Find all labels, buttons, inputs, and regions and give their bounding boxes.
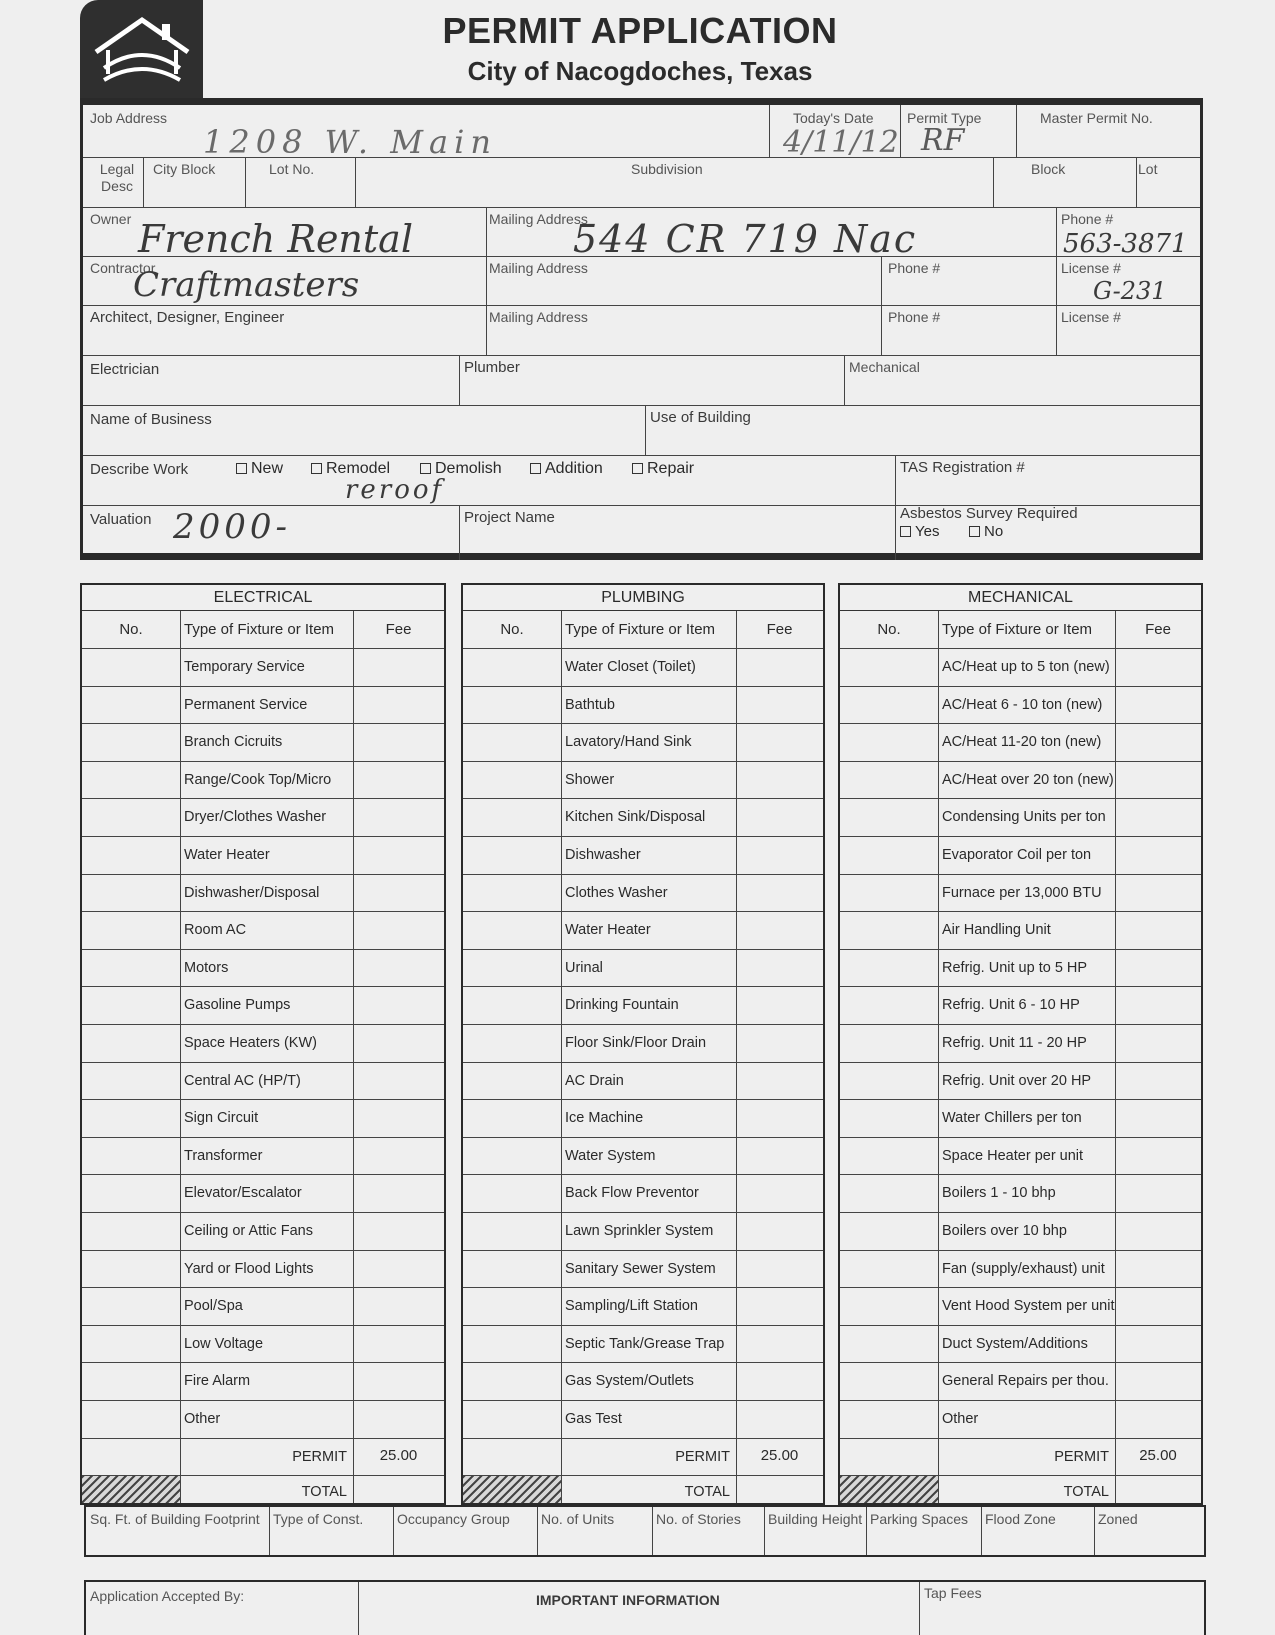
- fixture-item-label: Septic Tank/Grease Trap: [565, 1335, 725, 1352]
- col-no-header: No.: [877, 621, 901, 638]
- fixture-item-label: Fire Alarm: [184, 1373, 251, 1390]
- fixture-item-label: Floor Sink/Floor Drain: [565, 1035, 707, 1051]
- table-row[interactable]: [82, 798, 444, 836]
- table-title: ELECTRICAL: [82, 585, 444, 611]
- asbestos-no-label: No: [984, 523, 1004, 540]
- contractor-label: Contractor: [90, 260, 156, 276]
- table-row[interactable]: [82, 723, 444, 761]
- table-row[interactable]: [840, 949, 1201, 987]
- fixture-item-label: Refrig. Unit up to 5 HP: [942, 959, 1088, 976]
- tas-registration-label: TAS Registration #: [900, 459, 1025, 476]
- architect-phone-label: Phone #: [888, 309, 941, 325]
- lot-label: Lot: [1138, 161, 1158, 177]
- tap-fees-label: Tap Fees: [924, 1585, 982, 1601]
- fixture-item-label: Other: [184, 1411, 221, 1427]
- table-row[interactable]: [840, 1062, 1201, 1100]
- checkbox-icon: [236, 463, 247, 474]
- table-row[interactable]: [840, 798, 1201, 836]
- fixture-item-label: Space Heaters (KW): [184, 1035, 317, 1051]
- electrician-label: Electrician: [90, 361, 160, 378]
- table-row[interactable]: [82, 1250, 444, 1288]
- work-option-label: Repair: [647, 460, 695, 477]
- table-title: MECHANICAL: [840, 585, 1201, 611]
- fixture-item-label: AC/Heat 6 - 10 ton (new): [942, 696, 1103, 713]
- building-info-label: Type of Const.: [273, 1511, 364, 1527]
- permit-fee: 25.00: [760, 1446, 799, 1464]
- house-icon: [90, 12, 194, 88]
- fixture-item-label: Kitchen Sink/Disposal: [565, 809, 706, 826]
- work-option-label: New: [251, 460, 284, 477]
- table-row[interactable]: [82, 1212, 444, 1250]
- contractor-phone-label: Phone #: [888, 260, 941, 276]
- fixture-item-label: Refrig. Unit 6 - 10 HP: [942, 997, 1080, 1014]
- describe-work-label: Describe Work: [90, 461, 189, 478]
- table-row[interactable]: [840, 874, 1201, 912]
- contractor-license-value[interactable]: G-231: [1093, 277, 1167, 305]
- table-row[interactable]: [840, 1325, 1201, 1363]
- total-row: [463, 1475, 823, 1503]
- asbestos-label: Asbestos Survey Required: [900, 505, 1078, 522]
- permit-type-value[interactable]: RF: [921, 123, 965, 158]
- plumber-label: Plumber: [464, 359, 520, 376]
- fixture-item-label: Water Heater: [184, 847, 270, 863]
- table-row[interactable]: [840, 1287, 1201, 1325]
- todays-date-value[interactable]: 4/11/12: [783, 125, 899, 160]
- table-row[interactable]: [463, 1250, 823, 1288]
- work-repair-checkbox[interactable]: [632, 460, 694, 478]
- owner-value[interactable]: French Rental: [138, 217, 413, 261]
- fixture-item-label: Transformer: [184, 1147, 263, 1164]
- table-row[interactable]: [463, 874, 823, 912]
- permit-label: PERMIT: [675, 1448, 730, 1465]
- table-row[interactable]: [82, 836, 444, 874]
- table-row[interactable]: [840, 761, 1201, 799]
- architect-mailing-label: Mailing Address: [489, 309, 588, 325]
- valuation-value[interactable]: 2000-: [173, 507, 292, 547]
- fixture-item-label: Dryer/Clothes Washer: [184, 809, 327, 826]
- building-info-label: No. of Stories: [656, 1511, 741, 1527]
- table-row[interactable]: [463, 686, 823, 724]
- business-label: Name of Business: [90, 411, 212, 428]
- fixture-item-label: Dishwasher: [565, 847, 641, 863]
- table-row[interactable]: [840, 911, 1201, 949]
- accepted-by-label: Application Accepted By:: [90, 1588, 245, 1604]
- work-option-label: Remodel: [326, 460, 391, 477]
- table-row[interactable]: [840, 1362, 1201, 1400]
- checkbox-icon: [530, 463, 541, 474]
- table-row[interactable]: [82, 1287, 444, 1325]
- fixture-item-label: Shower: [565, 771, 615, 788]
- fixture-item-label: Drinking Fountain: [565, 997, 679, 1014]
- col-type-header: Type of Fixture or Item: [565, 621, 716, 638]
- electrical-fee-table: [80, 583, 446, 1505]
- hatched-cell: [463, 1476, 561, 1503]
- fixture-item-label: Low Voltage: [184, 1335, 264, 1352]
- total-row: [82, 1475, 444, 1503]
- table-row[interactable]: [82, 1325, 444, 1363]
- fixture-item-label: Sampling/Lift Station: [565, 1298, 698, 1315]
- fixture-item-label: Water Closet (Toilet): [565, 659, 696, 675]
- table-row[interactable]: [82, 911, 444, 949]
- work-option-label: Addition: [545, 460, 603, 477]
- job-address-value[interactable]: 1208 W. Main: [203, 123, 497, 161]
- table-row[interactable]: [463, 1137, 823, 1175]
- building-info-label: Flood Zone: [985, 1511, 1056, 1527]
- owner-phone-value[interactable]: 563-3871: [1063, 229, 1188, 259]
- fixture-item-label: Pool/Spa: [184, 1298, 243, 1315]
- mechanical-label: Mechanical: [849, 359, 920, 375]
- fixture-item-label: Condensing Units per ton: [942, 809, 1106, 826]
- fixture-item-label: Fan (supply/exhaust) unit: [942, 1260, 1105, 1277]
- table-row[interactable]: [82, 761, 444, 799]
- building-info-label: Building Height: [768, 1511, 863, 1527]
- table-row[interactable]: [840, 648, 1201, 686]
- table-row[interactable]: [840, 836, 1201, 874]
- city-block-label: City Block: [153, 161, 216, 177]
- building-info-label: No. of Units: [541, 1511, 615, 1527]
- asbestos-yes-checkbox[interactable]: [900, 523, 939, 540]
- valuation-label: Valuation: [90, 511, 152, 528]
- project-name-label: Project Name: [464, 509, 555, 526]
- fixture-item-label: Gas Test: [565, 1411, 622, 1427]
- fixture-item-label: Dishwasher/Disposal: [184, 884, 320, 901]
- office-use-section: [84, 1580, 1206, 1635]
- job-address-label: Job Address: [90, 110, 168, 126]
- table-row[interactable]: [82, 949, 444, 987]
- fixture-item-label: Water Heater: [565, 922, 651, 939]
- table-row[interactable]: [463, 1024, 823, 1062]
- table-row[interactable]: [463, 1062, 823, 1100]
- describe-work-value[interactable]: reroof: [345, 475, 445, 505]
- fixture-item-label: Motors: [184, 959, 229, 976]
- checkbox-icon: [900, 526, 911, 537]
- fixture-item-label: Space Heater per unit: [942, 1147, 1084, 1164]
- fixture-item-label: Refrig. Unit over 20 HP: [942, 1072, 1092, 1089]
- col-fee-header: Fee: [766, 621, 793, 638]
- table-row[interactable]: [463, 1174, 823, 1212]
- fixture-item-label: Refrig. Unit 11 - 20 HP: [942, 1035, 1087, 1051]
- lot-no-label: Lot No.: [269, 161, 315, 177]
- checkbox-icon: [632, 463, 643, 474]
- fixture-item-label: Water Chillers per ton: [942, 1110, 1082, 1127]
- table-row[interactable]: [463, 648, 823, 686]
- permit-fee: 25.00: [1139, 1446, 1177, 1464]
- fixture-item-label: Lavatory/Hand Sink: [565, 734, 692, 751]
- fixture-item-label: Gasoline Pumps: [184, 997, 291, 1014]
- table-row[interactable]: [840, 1212, 1201, 1250]
- total-label: TOTAL: [684, 1484, 730, 1501]
- permit-label: PERMIT: [292, 1448, 347, 1465]
- fixture-item-label: Air Handling Unit: [942, 922, 1051, 939]
- table-row[interactable]: [840, 986, 1201, 1024]
- fixture-item-label: Central AC (HP/T): [184, 1072, 301, 1089]
- table-row[interactable]: [463, 1287, 823, 1325]
- fixture-item-label: AC Drain: [565, 1072, 624, 1089]
- fixture-item-label: Boilers 1 - 10 bhp: [942, 1185, 1056, 1202]
- owner-label: Owner: [90, 211, 132, 227]
- applicant-info-section: [80, 98, 1203, 560]
- fixture-item-label: Bathtub: [565, 696, 615, 713]
- col-no-header: No.: [500, 621, 524, 638]
- table-row[interactable]: [82, 648, 444, 686]
- col-fee-header: Fee: [385, 621, 412, 638]
- table-row[interactable]: [82, 686, 444, 724]
- table-row[interactable]: [463, 836, 823, 874]
- fixture-item-label: Furnace per 13,000 BTU: [942, 884, 1102, 901]
- total-label: TOTAL: [1063, 1484, 1109, 1501]
- owner-mailing-value[interactable]: 544 CR 719 Nac: [573, 217, 918, 261]
- table-row[interactable]: [840, 1099, 1201, 1137]
- permit-row: [840, 1438, 1201, 1476]
- permit-row: [463, 1438, 823, 1476]
- col-no-header: No.: [119, 621, 143, 638]
- asbestos-yes-label: Yes: [915, 523, 940, 540]
- city-logo: [80, 0, 203, 98]
- fixture-item-label: Ice Machine: [565, 1110, 644, 1127]
- table-row[interactable]: [82, 1137, 444, 1175]
- table-row[interactable]: [840, 686, 1201, 724]
- table-row[interactable]: [840, 723, 1201, 761]
- table-title: PLUMBING: [463, 585, 823, 611]
- fixture-item-label: Urinal: [565, 959, 603, 976]
- contractor-license-label: License #: [1061, 260, 1121, 276]
- fixture-item-label: Ceiling or Attic Fans: [184, 1223, 313, 1239]
- architect-license-label: License #: [1061, 309, 1121, 325]
- table-row[interactable]: [82, 874, 444, 912]
- fixture-item-label: Duct System/Additions: [942, 1335, 1088, 1352]
- checkbox-icon: [969, 526, 980, 537]
- fixture-item-label: Lawn Sprinkler System: [565, 1223, 714, 1239]
- permit-fee: 25.00: [379, 1446, 418, 1464]
- use-of-building-label: Use of Building: [650, 409, 751, 426]
- table-row[interactable]: [82, 1400, 444, 1438]
- subdivision-label: Subdivision: [631, 161, 703, 177]
- todays-date-label: Today's Date: [793, 110, 874, 126]
- fixture-item-label: Boilers over 10 bhp: [942, 1223, 1067, 1239]
- page-title: PERMIT APPLICATION: [442, 10, 838, 51]
- fixture-item-label: Back Flow Preventor: [565, 1185, 699, 1202]
- fixture-item-label: General Repairs per thou.: [942, 1373, 1109, 1390]
- important-info-heading: IMPORTANT INFORMATION: [536, 1592, 720, 1608]
- table-row[interactable]: [463, 1400, 823, 1438]
- table-row[interactable]: [82, 1174, 444, 1212]
- owner-mailing-label: Mailing Address: [489, 211, 588, 227]
- fixture-item-label: Sanitary Sewer System: [565, 1260, 716, 1277]
- work-new-checkbox[interactable]: [236, 460, 283, 478]
- total-label: TOTAL: [301, 1484, 347, 1501]
- hatched-cell: [840, 1476, 938, 1503]
- table-row[interactable]: [463, 798, 823, 836]
- permit-type-label: Permit Type: [907, 110, 982, 126]
- fixture-item-label: AC/Heat 11-20 ton (new): [942, 734, 1102, 751]
- permit-row: [82, 1438, 444, 1476]
- fixture-item-label: Clothes Washer: [565, 884, 668, 901]
- page-subtitle: City of Nacogdoches, Texas: [467, 56, 813, 86]
- table-row[interactable]: [840, 1400, 1201, 1438]
- fixture-item-label: Elevator/Escalator: [184, 1185, 302, 1202]
- hatched-cell: [82, 1476, 180, 1503]
- table-row[interactable]: [463, 911, 823, 949]
- building-info-label: Occupancy Group: [397, 1511, 510, 1527]
- fixture-item-label: Room AC: [184, 922, 247, 939]
- asbestos-no-checkbox[interactable]: [969, 523, 1003, 540]
- fixture-item-label: Vent Hood System per unit: [942, 1298, 1115, 1315]
- total-row: [840, 1475, 1201, 1503]
- table-row[interactable]: [840, 1137, 1201, 1175]
- table-row[interactable]: [463, 761, 823, 799]
- master-permit-label: Master Permit No.: [1040, 110, 1153, 126]
- fixture-item-label: Range/Cook Top/Micro: [184, 771, 332, 788]
- building-info-strip: [84, 1505, 1206, 1557]
- block-label: Block: [1031, 161, 1066, 177]
- fixture-item-label: Other: [942, 1411, 979, 1427]
- architect-label: Architect, Designer, Engineer: [90, 309, 285, 326]
- table-row[interactable]: [463, 1099, 823, 1137]
- fixture-item-label: Yard or Flood Lights: [184, 1260, 314, 1277]
- table-row[interactable]: [82, 1062, 444, 1100]
- table-row[interactable]: [463, 1212, 823, 1250]
- owner-phone-label: Phone #: [1061, 211, 1114, 227]
- table-row[interactable]: [840, 1024, 1201, 1062]
- table-row[interactable]: [82, 1362, 444, 1400]
- contractor-mailing-label: Mailing Address: [489, 260, 588, 276]
- table-row[interactable]: [463, 1325, 823, 1363]
- table-row[interactable]: [82, 1099, 444, 1137]
- fixture-item-label: Evaporator Coil per ton: [942, 847, 1092, 863]
- work-option-label: Demolish: [435, 460, 502, 477]
- fixture-item-label: Temporary Service: [184, 659, 305, 675]
- legal-desc-label: Legal Desc: [99, 161, 135, 194]
- fixture-item-label: Water System: [565, 1147, 656, 1164]
- col-fee-header: Fee: [1145, 621, 1171, 638]
- permit-label: PERMIT: [1054, 1448, 1109, 1465]
- table-row[interactable]: [840, 1174, 1201, 1212]
- table-row[interactable]: [82, 986, 444, 1024]
- contractor-value[interactable]: Craftmasters: [133, 265, 360, 305]
- checkbox-icon: [420, 463, 431, 474]
- table-row[interactable]: [840, 1250, 1201, 1288]
- work-addition-checkbox[interactable]: [530, 460, 603, 478]
- fixture-item-label: Gas System/Outlets: [565, 1373, 694, 1390]
- col-type-header: Type of Fixture or Item: [184, 621, 335, 638]
- fixture-item-label: AC/Heat up to 5 ton (new): [942, 659, 1110, 675]
- fixture-item-label: Sign Circuit: [184, 1110, 259, 1127]
- building-info-label: Zoned: [1098, 1511, 1138, 1527]
- table-row[interactable]: [463, 986, 823, 1024]
- fixture-item-label: Branch Cicruits: [184, 734, 283, 751]
- table-row[interactable]: [463, 1362, 823, 1400]
- building-info-label: Parking Spaces: [870, 1511, 969, 1527]
- checkbox-icon: [311, 463, 322, 474]
- building-info-label: Sq. Ft. of Building Footprint: [90, 1511, 260, 1527]
- table-row[interactable]: [463, 723, 823, 761]
- table-row[interactable]: [82, 1024, 444, 1062]
- mechanical-fee-table: [838, 583, 1203, 1505]
- table-row[interactable]: [463, 949, 823, 987]
- fixture-item-label: Permanent Service: [184, 696, 308, 713]
- col-type-header: Type of Fixture or Item: [942, 621, 1093, 638]
- fixture-item-label: AC/Heat over 20 ton (new): [942, 771, 1114, 788]
- plumbing-fee-table: [461, 583, 825, 1505]
